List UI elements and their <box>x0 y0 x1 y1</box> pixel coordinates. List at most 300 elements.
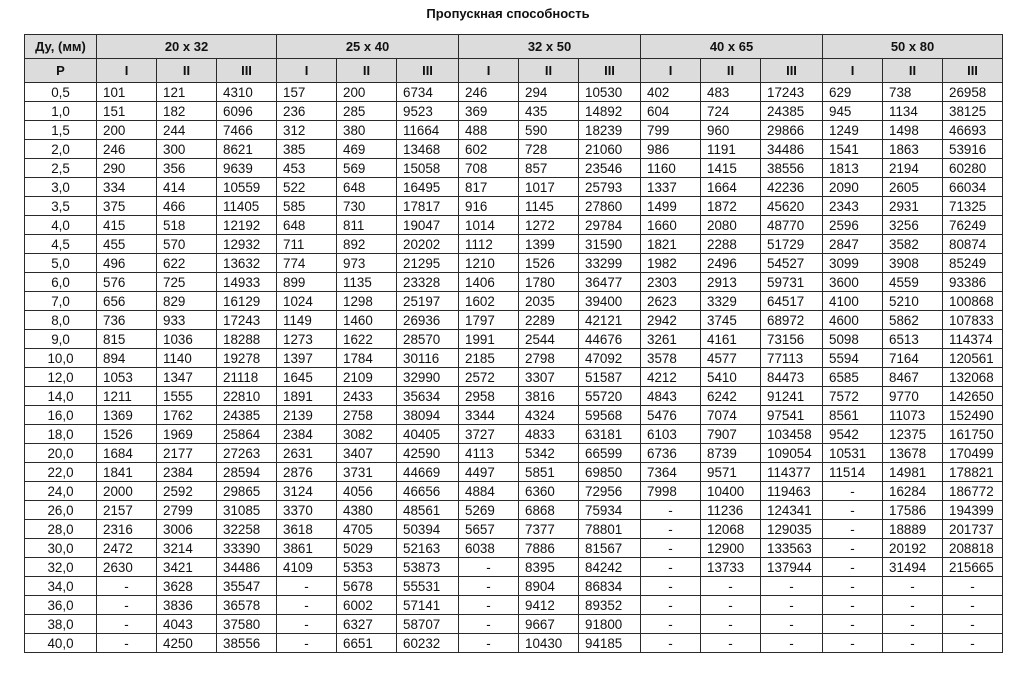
header-sub-i: I <box>641 59 701 83</box>
header-sub-iii: III <box>217 59 277 83</box>
table-cell: 2913 <box>701 273 761 292</box>
pressure-cell: 40,0 <box>25 634 97 653</box>
table-cell: 2572 <box>459 368 519 387</box>
table-row <box>25 254 1003 273</box>
table-cell: 7572 <box>823 387 883 406</box>
table-cell: 38094 <box>397 406 459 425</box>
table-cell: 151 <box>97 102 157 121</box>
table-cell: 215665 <box>943 558 1003 577</box>
table-cell: 21060 <box>579 140 641 159</box>
table-cell: 2035 <box>519 292 579 311</box>
header-group-1: 20 x 32 <box>97 35 277 59</box>
table-cell: 2303 <box>641 273 701 292</box>
table-cell: 29866 <box>761 121 823 140</box>
table-cell: 8561 <box>823 406 883 425</box>
table-row <box>25 501 1003 520</box>
table-cell: 3214 <box>157 539 217 558</box>
table-row <box>25 273 1003 292</box>
table-cell: - <box>459 558 519 577</box>
table-cell: 14892 <box>579 102 641 121</box>
header-sub-i: I <box>97 59 157 83</box>
table-cell: 3618 <box>277 520 337 539</box>
table-cell: 107833 <box>943 311 1003 330</box>
table-cell: 24385 <box>217 406 277 425</box>
table-cell: 4497 <box>459 463 519 482</box>
table-cell: 7466 <box>217 121 277 140</box>
table-cell: 31085 <box>217 501 277 520</box>
table-cell: 11514 <box>823 463 883 482</box>
table-cell: 48561 <box>397 501 459 520</box>
table-cell: 1541 <box>823 140 883 159</box>
table-cell: 6096 <box>217 102 277 121</box>
table-cell: 1191 <box>701 140 761 159</box>
table-cell: 435 <box>519 102 579 121</box>
table-cell: 334 <box>97 178 157 197</box>
table-cell: 725 <box>157 273 217 292</box>
table-cell: 114374 <box>943 330 1003 349</box>
table-cell: 200 <box>337 83 397 102</box>
header-sub-ii: II <box>519 59 579 83</box>
table-cell: 40405 <box>397 425 459 444</box>
table-cell: 455 <box>97 235 157 254</box>
table-cell: 17817 <box>397 197 459 216</box>
table-cell: 1369 <box>97 406 157 425</box>
table-cell: 6736 <box>641 444 701 463</box>
table-cell: 2316 <box>97 520 157 539</box>
table-cell: - <box>277 596 337 615</box>
table-cell: 1991 <box>459 330 519 349</box>
table-cell: 5862 <box>883 311 943 330</box>
table-cell: - <box>701 615 761 634</box>
pressure-cell: 12,0 <box>25 368 97 387</box>
pressure-cell: 1,0 <box>25 102 97 121</box>
table-cell: 5269 <box>459 501 519 520</box>
table-cell: 3836 <box>157 596 217 615</box>
table-cell: 730 <box>337 197 397 216</box>
table-row <box>25 311 1003 330</box>
table-cell: 1036 <box>157 330 217 349</box>
table-cell: 960 <box>701 121 761 140</box>
table-cell: 55720 <box>579 387 641 406</box>
table-cell: 121 <box>157 83 217 102</box>
table-row <box>25 330 1003 349</box>
pressure-cell: 10,0 <box>25 349 97 368</box>
table-cell: 28594 <box>217 463 277 482</box>
table-cell: 32990 <box>397 368 459 387</box>
table-cell: 194399 <box>943 501 1003 520</box>
table-cell: 2876 <box>277 463 337 482</box>
table-cell: 53916 <box>943 140 1003 159</box>
table-cell: - <box>641 577 701 596</box>
table-cell: 182 <box>157 102 217 121</box>
table-cell: - <box>641 596 701 615</box>
table-cell: 10430 <box>519 634 579 653</box>
table-cell: 648 <box>337 178 397 197</box>
table-cell: - <box>823 482 883 501</box>
table-cell: 71325 <box>943 197 1003 216</box>
table-cell: - <box>701 577 761 596</box>
table-cell: 1872 <box>701 197 761 216</box>
table-cell: 7998 <box>641 482 701 501</box>
header-sub-i: I <box>823 59 883 83</box>
table-cell: 7364 <box>641 463 701 482</box>
table-cell: 2472 <box>97 539 157 558</box>
table-cell: 570 <box>157 235 217 254</box>
table-cell: 6360 <box>519 482 579 501</box>
table-cell: 811 <box>337 216 397 235</box>
table-cell: - <box>641 539 701 558</box>
table-cell: 1272 <box>519 216 579 235</box>
table-cell: 35634 <box>397 387 459 406</box>
table-cell: 142650 <box>943 387 1003 406</box>
table-cell: 2139 <box>277 406 337 425</box>
table-row <box>25 520 1003 539</box>
table-cell: 60280 <box>943 159 1003 178</box>
table-cell: 1602 <box>459 292 519 311</box>
table-cell: 3370 <box>277 501 337 520</box>
table-cell: - <box>641 558 701 577</box>
pressure-cell: 1,5 <box>25 121 97 140</box>
table-cell: - <box>97 615 157 634</box>
table-cell: 18239 <box>579 121 641 140</box>
table-cell: 3578 <box>641 349 701 368</box>
table-cell: 2798 <box>519 349 579 368</box>
table-cell: 2433 <box>337 387 397 406</box>
table-cell: 69850 <box>579 463 641 482</box>
table-cell: 8904 <box>519 577 579 596</box>
table-cell: 629 <box>823 83 883 102</box>
table-row <box>25 349 1003 368</box>
table-cell: 656 <box>97 292 157 311</box>
table-cell: 86834 <box>579 577 641 596</box>
table-cell: 4600 <box>823 311 883 330</box>
table-row <box>25 444 1003 463</box>
table-cell: - <box>277 634 337 653</box>
table-cell: 1298 <box>337 292 397 311</box>
header-sub-ii: II <box>883 59 943 83</box>
table-cell: 64517 <box>761 292 823 311</box>
table-cell: 1014 <box>459 216 519 235</box>
table-cell: - <box>97 634 157 653</box>
table-cell: 2090 <box>823 178 883 197</box>
table-cell: 5657 <box>459 520 519 539</box>
table-cell: 799 <box>641 121 701 140</box>
table-cell: 774 <box>277 254 337 273</box>
table-cell: 3006 <box>157 520 217 539</box>
table-cell: 585 <box>277 197 337 216</box>
table-row <box>25 121 1003 140</box>
table-cell: 78801 <box>579 520 641 539</box>
table-cell: 2544 <box>519 330 579 349</box>
table-row <box>25 178 1003 197</box>
table-cell: 2177 <box>157 444 217 463</box>
table-cell: 5678 <box>337 577 397 596</box>
table-cell: 72956 <box>579 482 641 501</box>
table-cell: 1762 <box>157 406 217 425</box>
table-cell: 9770 <box>883 387 943 406</box>
header-group-5: 50 x 80 <box>823 35 1003 59</box>
table-cell: 124341 <box>761 501 823 520</box>
pressure-cell: 34,0 <box>25 577 97 596</box>
table-cell: 25197 <box>397 292 459 311</box>
table-cell: 51729 <box>761 235 823 254</box>
table-cell: 58707 <box>397 615 459 634</box>
table-cell: 2592 <box>157 482 217 501</box>
table-cell: 1499 <box>641 197 701 216</box>
table-cell: 466 <box>157 197 217 216</box>
table-cell: 36477 <box>579 273 641 292</box>
table-cell: 5410 <box>701 368 761 387</box>
table-cell: 81567 <box>579 539 641 558</box>
table-cell: - <box>883 615 943 634</box>
table-cell: 37580 <box>217 615 277 634</box>
table-row <box>25 102 1003 121</box>
table-cell: 14933 <box>217 273 277 292</box>
table-cell: 2384 <box>157 463 217 482</box>
table-cell: - <box>883 634 943 653</box>
table-cell: 7074 <box>701 406 761 425</box>
table-cell: 12192 <box>217 216 277 235</box>
table-cell: 2496 <box>701 254 761 273</box>
table-cell: 9667 <box>519 615 579 634</box>
table-cell: 9542 <box>823 425 883 444</box>
table-cell: 1969 <box>157 425 217 444</box>
table-cell: 1397 <box>277 349 337 368</box>
header-sub-iii: III <box>761 59 823 83</box>
table-cell: 114377 <box>761 463 823 482</box>
table-cell: 728 <box>519 140 579 159</box>
pressure-cell: 22,0 <box>25 463 97 482</box>
table-cell: 724 <box>701 102 761 121</box>
table-cell: 369 <box>459 102 519 121</box>
table-cell: 916 <box>459 197 519 216</box>
table-cell: - <box>641 634 701 653</box>
table-row <box>25 558 1003 577</box>
table-cell: 569 <box>337 159 397 178</box>
table-cell: 3745 <box>701 311 761 330</box>
table-cell: 57141 <box>397 596 459 615</box>
table-cell: 1784 <box>337 349 397 368</box>
table-cell: 1415 <box>701 159 761 178</box>
table-cell: 16129 <box>217 292 277 311</box>
table-cell: 6513 <box>883 330 943 349</box>
table-cell: 1249 <box>823 121 883 140</box>
table-cell: 14981 <box>883 463 943 482</box>
table-cell: 25793 <box>579 178 641 197</box>
header-sub-iii: III <box>579 59 641 83</box>
header-group-3: 32 x 50 <box>459 35 641 59</box>
table-cell: 522 <box>277 178 337 197</box>
table-cell: 6734 <box>397 83 459 102</box>
table-cell: 3256 <box>883 216 943 235</box>
table-cell: 3816 <box>519 387 579 406</box>
table-cell: 2109 <box>337 368 397 387</box>
capacity-table <box>24 34 1003 653</box>
table-cell: 375 <box>97 197 157 216</box>
table-cell: 46693 <box>943 121 1003 140</box>
table-cell: 648 <box>277 216 337 235</box>
table-cell: 1017 <box>519 178 579 197</box>
table-cell: 3082 <box>337 425 397 444</box>
table-cell: 6103 <box>641 425 701 444</box>
table-cell: 4884 <box>459 482 519 501</box>
table-cell: 32258 <box>217 520 277 539</box>
table-cell: 711 <box>277 235 337 254</box>
table-cell: 3628 <box>157 577 217 596</box>
table-cell: 100868 <box>943 292 1003 311</box>
table-cell: 29865 <box>217 482 277 501</box>
table-cell: 2289 <box>519 311 579 330</box>
table-cell: 3421 <box>157 558 217 577</box>
table-cell: 42236 <box>761 178 823 197</box>
table-cell: - <box>823 596 883 615</box>
table-cell: 246 <box>459 83 519 102</box>
table-cell: 3124 <box>277 482 337 501</box>
table-cell: 21295 <box>397 254 459 273</box>
table-cell: 590 <box>519 121 579 140</box>
table-cell: - <box>823 615 883 634</box>
table-cell: 1160 <box>641 159 701 178</box>
table-cell: - <box>459 615 519 634</box>
table-cell: 1498 <box>883 121 943 140</box>
table-cell: 137944 <box>761 558 823 577</box>
table-cell: - <box>277 577 337 596</box>
table-row <box>25 387 1003 406</box>
pressure-cell: 4,0 <box>25 216 97 235</box>
table-cell: 469 <box>337 140 397 159</box>
header-group-4: 40 x 65 <box>641 35 823 59</box>
table-cell: 84242 <box>579 558 641 577</box>
pressure-cell: 26,0 <box>25 501 97 520</box>
table-cell: 101 <box>97 83 157 102</box>
table-cell: 9639 <box>217 159 277 178</box>
table-cell: 60232 <box>397 634 459 653</box>
table-cell: 3307 <box>519 368 579 387</box>
table-cell: 13632 <box>217 254 277 273</box>
table-cell: 1660 <box>641 216 701 235</box>
header-sub-ii: II <box>701 59 761 83</box>
table-cell: 2605 <box>883 178 943 197</box>
table-cell: 161750 <box>943 425 1003 444</box>
table-cell: 1406 <box>459 273 519 292</box>
table-cell: 170499 <box>943 444 1003 463</box>
table-cell: 77113 <box>761 349 823 368</box>
table-cell: 736 <box>97 311 157 330</box>
table-cell: 973 <box>337 254 397 273</box>
table-cell: - <box>823 634 883 653</box>
table-cell: 42121 <box>579 311 641 330</box>
table-cell: 894 <box>97 349 157 368</box>
table-row <box>25 140 1003 159</box>
table-cell: 945 <box>823 102 883 121</box>
table-cell: 414 <box>157 178 217 197</box>
table-cell: 1211 <box>97 387 157 406</box>
table-cell: 5098 <box>823 330 883 349</box>
table-cell: 4161 <box>701 330 761 349</box>
table-cell: 1134 <box>883 102 943 121</box>
table-cell: - <box>823 520 883 539</box>
table-cell: - <box>761 615 823 634</box>
table-cell: 80874 <box>943 235 1003 254</box>
table-cell: - <box>943 596 1003 615</box>
table-cell: 3600 <box>823 273 883 292</box>
table-cell: 9523 <box>397 102 459 121</box>
table-cell: 4310 <box>217 83 277 102</box>
table-cell: 66599 <box>579 444 641 463</box>
table-cell: 34486 <box>761 140 823 159</box>
table-cell: 20192 <box>883 539 943 558</box>
table-cell: - <box>641 501 701 520</box>
pressure-cell: 6,0 <box>25 273 97 292</box>
table-cell: 244 <box>157 121 217 140</box>
table-cell: 5594 <box>823 349 883 368</box>
pressure-cell: 14,0 <box>25 387 97 406</box>
header-dn-label: Ду, (мм) <box>25 35 97 59</box>
table-row <box>25 368 1003 387</box>
table-cell: 6242 <box>701 387 761 406</box>
table-cell: 4380 <box>337 501 397 520</box>
header-sub-i: I <box>277 59 337 83</box>
table-cell: 300 <box>157 140 217 159</box>
table-cell: 236 <box>277 102 337 121</box>
table-cell: 54527 <box>761 254 823 273</box>
table-cell: 33390 <box>217 539 277 558</box>
table-cell: 13468 <box>397 140 459 159</box>
table-cell: 85249 <box>943 254 1003 273</box>
table-cell: 4843 <box>641 387 701 406</box>
table-cell: 2194 <box>883 159 943 178</box>
table-cell: 892 <box>337 235 397 254</box>
table-cell: 1135 <box>337 273 397 292</box>
table-cell: 5210 <box>883 292 943 311</box>
table-cell: 453 <box>277 159 337 178</box>
table-cell: 76249 <box>943 216 1003 235</box>
table-cell: 11073 <box>883 406 943 425</box>
table-row <box>25 292 1003 311</box>
table-cell: - <box>97 596 157 615</box>
table-cell: 6585 <box>823 368 883 387</box>
table-row <box>25 482 1003 501</box>
pressure-cell: 18,0 <box>25 425 97 444</box>
table-row <box>25 235 1003 254</box>
table-cell: 7377 <box>519 520 579 539</box>
table-cell: 17243 <box>761 83 823 102</box>
pressure-cell: 5,0 <box>25 254 97 273</box>
table-row <box>25 539 1003 558</box>
table-cell: 815 <box>97 330 157 349</box>
table-cell: 1664 <box>701 178 761 197</box>
table-cell: 1112 <box>459 235 519 254</box>
table-cell: 44669 <box>397 463 459 482</box>
table-cell: 1684 <box>97 444 157 463</box>
table-row <box>25 159 1003 178</box>
table-row <box>25 197 1003 216</box>
header-p-label: P <box>25 59 97 83</box>
table-cell: 312 <box>277 121 337 140</box>
table-cell: - <box>641 615 701 634</box>
table-cell: 3727 <box>459 425 519 444</box>
table-cell: 8621 <box>217 140 277 159</box>
table-cell: 899 <box>277 273 337 292</box>
table-cell: 93386 <box>943 273 1003 292</box>
pressure-cell: 9,0 <box>25 330 97 349</box>
table-cell: - <box>943 615 1003 634</box>
pressure-cell: 7,0 <box>25 292 97 311</box>
table-cell: 2958 <box>459 387 519 406</box>
table-cell: 8467 <box>883 368 943 387</box>
table-cell: 1780 <box>519 273 579 292</box>
table-cell: 84473 <box>761 368 823 387</box>
